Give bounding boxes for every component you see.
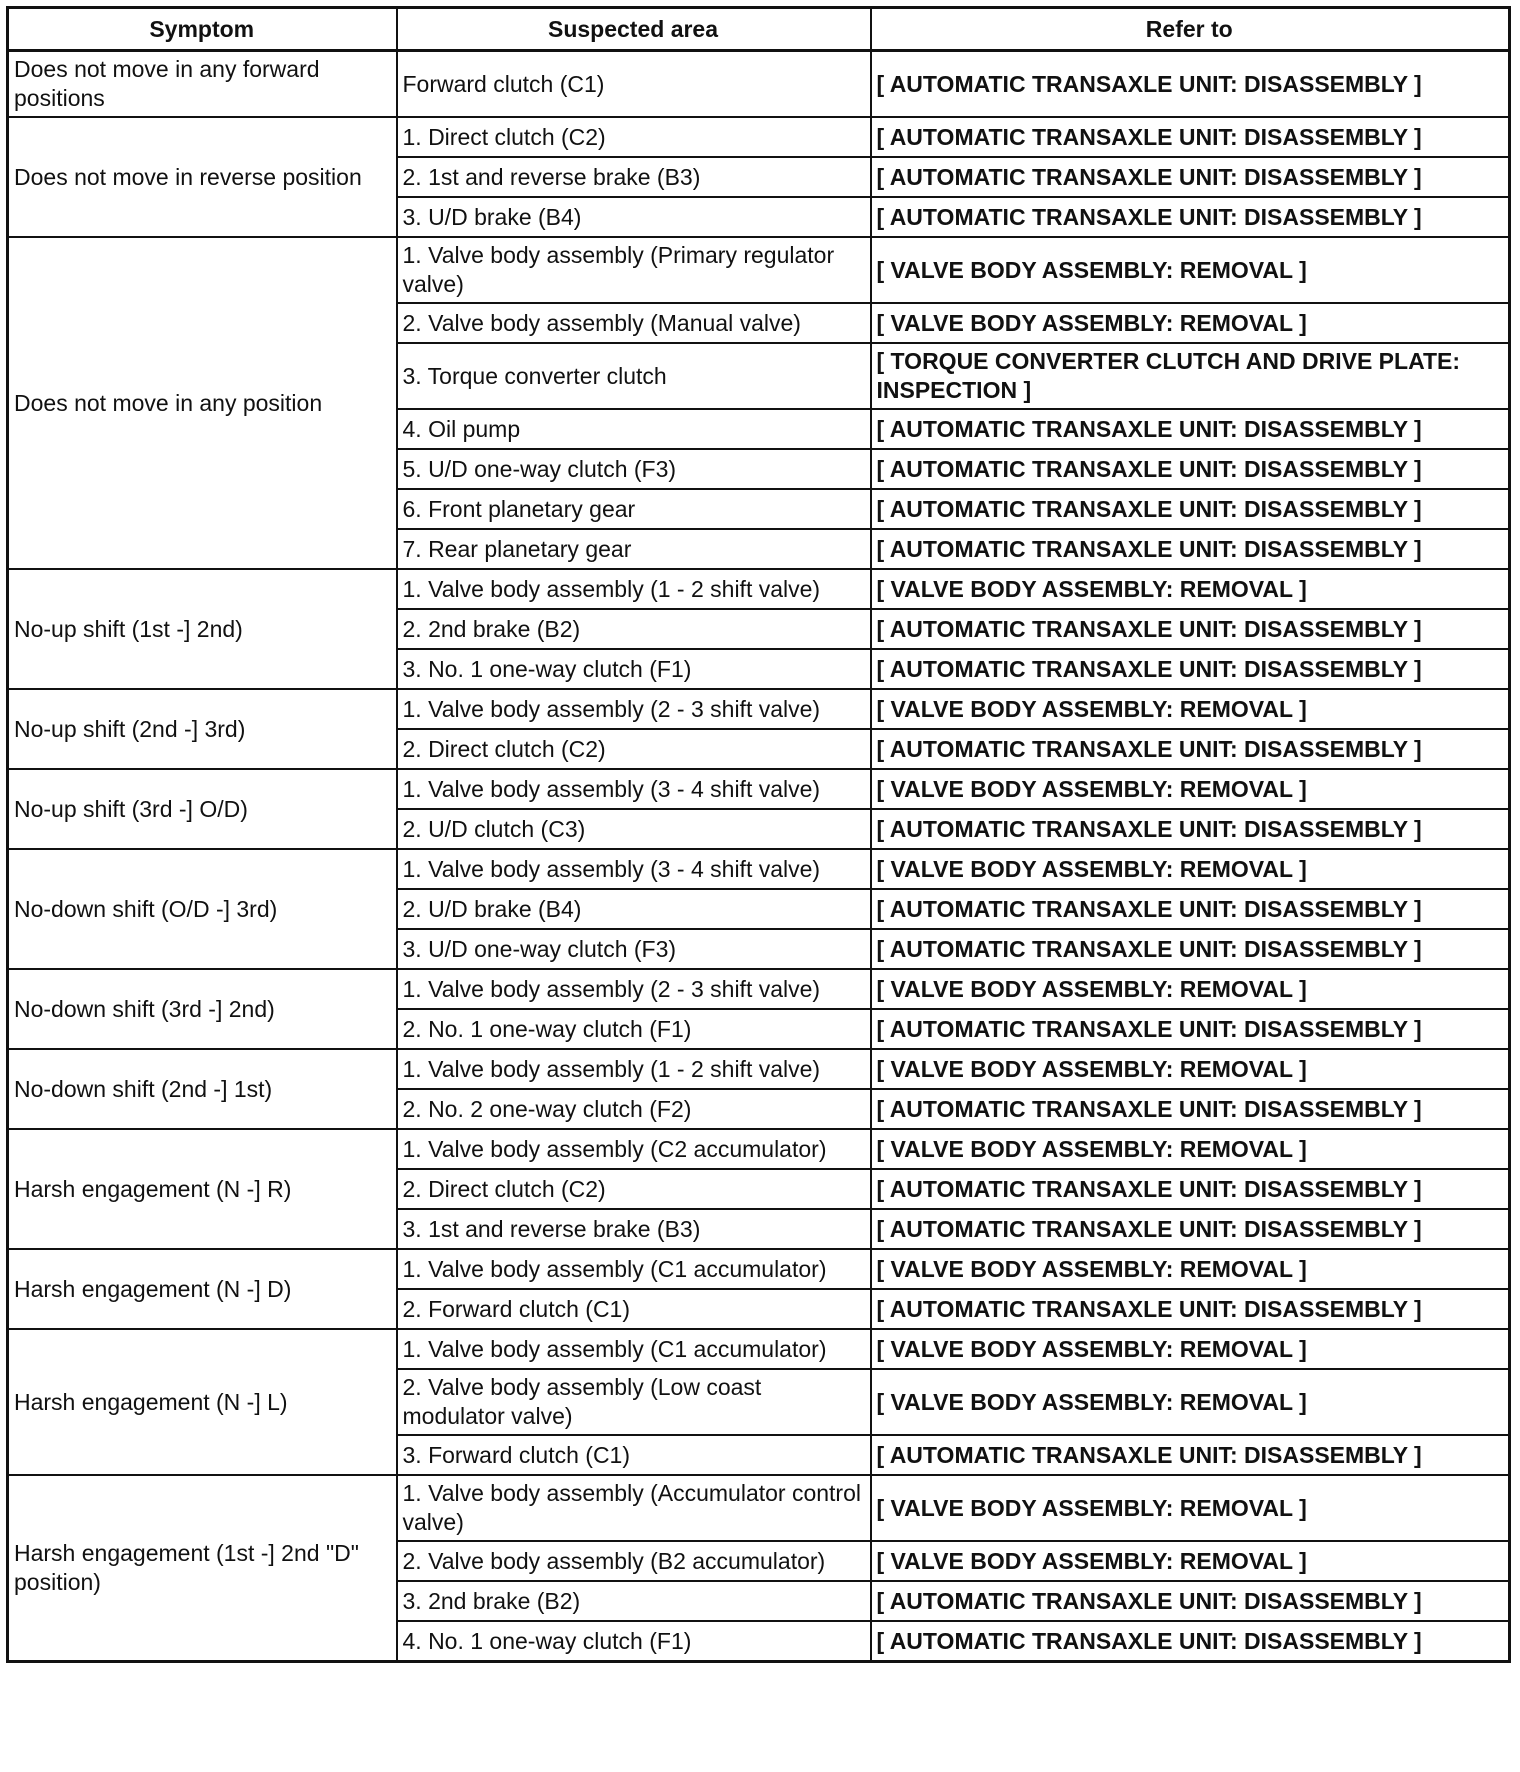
symptom-cell: Does not move in reverse position: [8, 117, 397, 237]
symptom-cell: Harsh engagement (N -] D): [8, 1249, 397, 1329]
suspected-area-cell: 4. Oil pump: [397, 409, 871, 449]
suspected-area-cell: 2. 1st and reverse brake (B3): [397, 157, 871, 197]
table-body: [8, 51, 1510, 1662]
refer-to-cell: [ VALVE BODY ASSEMBLY: REMOVAL ]: [871, 303, 1510, 343]
header-refer-to: Refer to: [871, 8, 1510, 51]
symptom-cell: No-up shift (3rd -] O/D): [8, 769, 397, 849]
refer-to-cell: [ AUTOMATIC TRANSAXLE UNIT: DISASSEMBLY ]: [871, 409, 1510, 449]
suspected-area-cell: 1. Valve body assembly (1 - 2 shift valve): [397, 569, 871, 609]
refer-to-cell: [ AUTOMATIC TRANSAXLE UNIT: DISASSEMBLY ]: [871, 1621, 1510, 1662]
suspected-area-cell: 3. Torque converter clutch: [397, 343, 871, 409]
refer-to-cell: [ VALVE BODY ASSEMBLY: REMOVAL ]: [871, 969, 1510, 1009]
suspected-area-cell: 1. Valve body assembly (1 - 2 shift valve): [397, 1049, 871, 1089]
suspected-area-cell: 2. No. 1 one-way clutch (F1): [397, 1009, 871, 1049]
suspected-area-cell: 1. Valve body assembly (C1 accumulator): [397, 1329, 871, 1369]
refer-to-cell: [ AUTOMATIC TRANSAXLE UNIT: DISASSEMBLY ]: [871, 197, 1510, 237]
symptom-cell: Harsh engagement (N -] L): [8, 1329, 397, 1475]
header-suspected-area: Suspected area: [397, 8, 871, 51]
table-row: [8, 1129, 1510, 1169]
refer-to-cell: [ VALVE BODY ASSEMBLY: REMOVAL ]: [871, 1049, 1510, 1089]
symptom-cell: No-up shift (2nd -] 3rd): [8, 689, 397, 769]
refer-to-cell: [ AUTOMATIC TRANSAXLE UNIT: DISASSEMBLY ]: [871, 649, 1510, 689]
refer-to-cell: [ VALVE BODY ASSEMBLY: REMOVAL ]: [871, 849, 1510, 889]
refer-to-cell: [ VALVE BODY ASSEMBLY: REMOVAL ]: [871, 1541, 1510, 1581]
suspected-area-cell: 2. No. 2 one-way clutch (F2): [397, 1089, 871, 1129]
suspected-area-cell: 2. Direct clutch (C2): [397, 1169, 871, 1209]
table-row: [8, 51, 1510, 118]
suspected-area-cell: 3. 1st and reverse brake (B3): [397, 1209, 871, 1249]
suspected-area-cell: 3. U/D brake (B4): [397, 197, 871, 237]
suspected-area-cell: 2. U/D brake (B4): [397, 889, 871, 929]
table-row: [8, 969, 1510, 1009]
suspected-area-cell: 1. Valve body assembly (2 - 3 shift valve): [397, 969, 871, 1009]
table-row: [8, 117, 1510, 157]
header-row: [8, 8, 1510, 51]
refer-to-cell: [ VALVE BODY ASSEMBLY: REMOVAL ]: [871, 1329, 1510, 1369]
suspected-area-cell: 1. Direct clutch (C2): [397, 117, 871, 157]
troubleshooting-table: [6, 6, 1511, 1663]
table-row: [8, 569, 1510, 609]
suspected-area-cell: 2. Forward clutch (C1): [397, 1289, 871, 1329]
suspected-area-cell: 1. Valve body assembly (C2 accumulator): [397, 1129, 871, 1169]
symptom-cell: Does not move in any forward positions: [8, 51, 397, 118]
refer-to-cell: [ AUTOMATIC TRANSAXLE UNIT: DISASSEMBLY ]: [871, 1209, 1510, 1249]
suspected-area-cell: 1. Valve body assembly (C1 accumulator): [397, 1249, 871, 1289]
suspected-area-cell: 1. Valve body assembly (Accumulator control valve): [397, 1475, 871, 1541]
table-row: [8, 237, 1510, 303]
refer-to-cell: [ AUTOMATIC TRANSAXLE UNIT: DISASSEMBLY ]: [871, 1169, 1510, 1209]
suspected-area-cell: 5. U/D one-way clutch (F3): [397, 449, 871, 489]
refer-to-cell: [ AUTOMATIC TRANSAXLE UNIT: DISASSEMBLY ]: [871, 1289, 1510, 1329]
suspected-area-cell: 2. Valve body assembly (Manual valve): [397, 303, 871, 343]
refer-to-cell: [ VALVE BODY ASSEMBLY: REMOVAL ]: [871, 1249, 1510, 1289]
refer-to-cell: [ AUTOMATIC TRANSAXLE UNIT: DISASSEMBLY ]: [871, 51, 1510, 118]
suspected-area-cell: 1. Valve body assembly (2 - 3 shift valve): [397, 689, 871, 729]
table-row: [8, 1329, 1510, 1369]
refer-to-cell: [ AUTOMATIC TRANSAXLE UNIT: DISASSEMBLY ]: [871, 117, 1510, 157]
refer-to-cell: [ AUTOMATIC TRANSAXLE UNIT: DISASSEMBLY ]: [871, 489, 1510, 529]
refer-to-cell: [ AUTOMATIC TRANSAXLE UNIT: DISASSEMBLY ]: [871, 529, 1510, 569]
suspected-area-cell: 3. No. 1 one-way clutch (F1): [397, 649, 871, 689]
refer-to-cell: [ VALVE BODY ASSEMBLY: REMOVAL ]: [871, 689, 1510, 729]
suspected-area-cell: 3. U/D one-way clutch (F3): [397, 929, 871, 969]
refer-to-cell: [ AUTOMATIC TRANSAXLE UNIT: DISASSEMBLY ]: [871, 1581, 1510, 1621]
suspected-area-cell: 3. Forward clutch (C1): [397, 1435, 871, 1475]
table-row: [8, 689, 1510, 729]
table-row: [8, 849, 1510, 889]
table-row: [8, 1475, 1510, 1541]
refer-to-cell: [ VALVE BODY ASSEMBLY: REMOVAL ]: [871, 1369, 1510, 1435]
refer-to-cell: [ AUTOMATIC TRANSAXLE UNIT: DISASSEMBLY ]: [871, 157, 1510, 197]
symptom-cell: No-up shift (1st -] 2nd): [8, 569, 397, 689]
suspected-area-cell: 2. 2nd brake (B2): [397, 609, 871, 649]
header-symptom: Symptom: [8, 8, 397, 51]
suspected-area-cell: 3. 2nd brake (B2): [397, 1581, 871, 1621]
refer-to-cell: [ AUTOMATIC TRANSAXLE UNIT: DISASSEMBLY ]: [871, 1089, 1510, 1129]
symptom-cell: No-down shift (2nd -] 1st): [8, 1049, 397, 1129]
suspected-area-cell: 2. Valve body assembly (B2 accumulator): [397, 1541, 871, 1581]
refer-to-cell: [ AUTOMATIC TRANSAXLE UNIT: DISASSEMBLY ]: [871, 729, 1510, 769]
suspected-area-cell: 2. Valve body assembly (Low coast modulator valve): [397, 1369, 871, 1435]
table-row: [8, 1049, 1510, 1089]
suspected-area-cell: 4. No. 1 one-way clutch (F1): [397, 1621, 871, 1662]
refer-to-cell: [ AUTOMATIC TRANSAXLE UNIT: DISASSEMBLY ]: [871, 609, 1510, 649]
refer-to-cell: [ AUTOMATIC TRANSAXLE UNIT: DISASSEMBLY ]: [871, 889, 1510, 929]
refer-to-cell: [ AUTOMATIC TRANSAXLE UNIT: DISASSEMBLY ]: [871, 809, 1510, 849]
refer-to-cell: [ AUTOMATIC TRANSAXLE UNIT: DISASSEMBLY ]: [871, 929, 1510, 969]
suspected-area-cell: 1. Valve body assembly (Primary regulator valve): [397, 237, 871, 303]
refer-to-cell: [ VALVE BODY ASSEMBLY: REMOVAL ]: [871, 1475, 1510, 1541]
symptom-cell: No-down shift (O/D -] 3rd): [8, 849, 397, 969]
refer-to-cell: [ AUTOMATIC TRANSAXLE UNIT: DISASSEMBLY ]: [871, 1009, 1510, 1049]
table-row: [8, 769, 1510, 809]
refer-to-cell: [ VALVE BODY ASSEMBLY: REMOVAL ]: [871, 1129, 1510, 1169]
symptom-cell: Does not move in any position: [8, 237, 397, 569]
symptom-cell: Harsh engagement (N -] R): [8, 1129, 397, 1249]
suspected-area-cell: 1. Valve body assembly (3 - 4 shift valve): [397, 769, 871, 809]
symptom-cell: Harsh engagement (1st -] 2nd "D" position): [8, 1475, 397, 1662]
refer-to-cell: [ AUTOMATIC TRANSAXLE UNIT: DISASSEMBLY ]: [871, 449, 1510, 489]
refer-to-cell: [ VALVE BODY ASSEMBLY: REMOVAL ]: [871, 569, 1510, 609]
table-header: [8, 8, 1510, 51]
symptom-cell: No-down shift (3rd -] 2nd): [8, 969, 397, 1049]
suspected-area-cell: 7. Rear planetary gear: [397, 529, 871, 569]
refer-to-cell: [ VALVE BODY ASSEMBLY: REMOVAL ]: [871, 769, 1510, 809]
suspected-area-cell: 2. U/D clutch (C3): [397, 809, 871, 849]
suspected-area-cell: 2. Direct clutch (C2): [397, 729, 871, 769]
table-row: [8, 1249, 1510, 1289]
suspected-area-cell: 1. Valve body assembly (3 - 4 shift valve): [397, 849, 871, 889]
suspected-area-cell: Forward clutch (C1): [397, 51, 871, 118]
refer-to-cell: [ AUTOMATIC TRANSAXLE UNIT: DISASSEMBLY ]: [871, 1435, 1510, 1475]
refer-to-cell: [ VALVE BODY ASSEMBLY: REMOVAL ]: [871, 237, 1510, 303]
suspected-area-cell: 6. Front planetary gear: [397, 489, 871, 529]
refer-to-cell: [ TORQUE CONVERTER CLUTCH AND DRIVE PLATE: INSPECTION ]: [871, 343, 1510, 409]
